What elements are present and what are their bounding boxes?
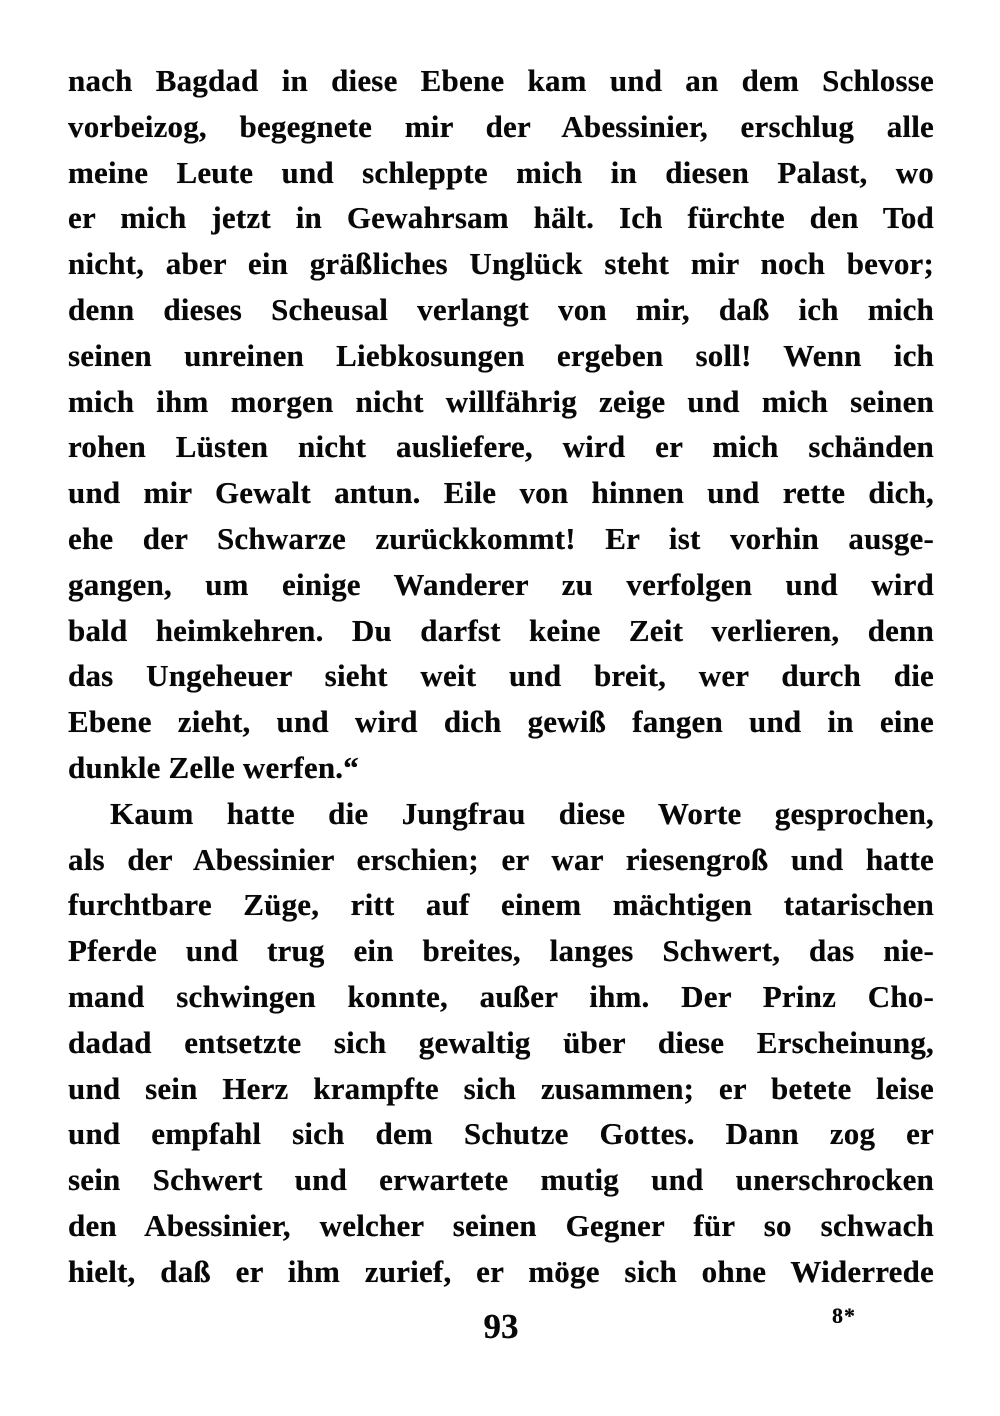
text-line: Pferde und trug ein breites, langes Schwert, das nie- xyxy=(68,933,934,969)
page-number: 93 xyxy=(483,1307,519,1346)
text-line: seinen unreinen Liebkosungen ergeben soll! Wenn ich xyxy=(68,337,934,373)
text-line: Ebene zieht, und wird dich gewiß fangen und in eine xyxy=(68,704,934,740)
text-line: und mir Gewalt antun. Eile von hinnen und rette dich, xyxy=(68,475,934,511)
text-line: gangen, um einige Wanderer zu verfolgen und wird xyxy=(68,566,934,602)
text-line: bald heimkehren. Du darfst keine Zeit verlieren, denn xyxy=(68,612,934,648)
text-line: vorbeizog, begegnete mir der Abessinier, erschlug alle xyxy=(68,108,934,144)
text-line: furchtbare Züge, ritt auf einem mächtigen tatarischen xyxy=(68,887,934,923)
text-line: ehe der Schwarze zurückkommt! Er ist vorhin ausge- xyxy=(68,520,934,556)
text-line: und empfahl sich dem Schutze Gottes. Dann zog er xyxy=(68,1116,934,1152)
text-line: dunkle Zelle werfen.“ xyxy=(68,749,359,785)
text-line: mand schwingen konnte, außer ihm. Der Prinz Cho- xyxy=(68,978,934,1014)
text-line: meine Leute und schleppte mich in diesen Palast, wo xyxy=(68,154,934,190)
text-line: denn dieses Scheusal verlangt von mir, daß ich mich xyxy=(68,291,934,327)
text-line: rohen Lüsten nicht ausliefere, wird er mich schänden xyxy=(68,429,934,465)
text-line: Kaum hatte die Jungfrau diese Worte gesprochen, xyxy=(110,795,934,831)
text-line: hielt, daß er ihm zurief, er möge sich ohne Widerrede xyxy=(68,1253,934,1289)
text-line: er mich jetzt in Gewahrsam hält. Ich fürchte den Tod xyxy=(68,200,934,236)
page-body xyxy=(68,58,934,1295)
signature-mark: 8* xyxy=(832,1303,856,1328)
text-line: nicht, aber ein gräßliches Unglück steht mir noch bevor; xyxy=(68,246,934,282)
text-line: sein Schwert und erwartete mutig und unerschrocken xyxy=(68,1162,934,1198)
text-line: und sein Herz krampfte sich zusammen; er betete leise xyxy=(68,1070,934,1106)
text-line: dadad entsetzte sich gewaltig über diese Erscheinung, xyxy=(68,1024,934,1060)
text-line: nach Bagdad in diese Ebene kam und an dem Schlosse xyxy=(68,63,934,98)
text-line: das Ungeheuer sieht weit und breit, wer durch die xyxy=(68,658,934,694)
text-line: als der Abessinier erschien; er war riesengroß und hatte xyxy=(68,841,934,877)
text-line: den Abessinier, welcher seinen Gegner für so schwach xyxy=(68,1207,934,1243)
text-line: mich ihm morgen nicht willfährig zeige und mich seinen xyxy=(68,383,934,419)
